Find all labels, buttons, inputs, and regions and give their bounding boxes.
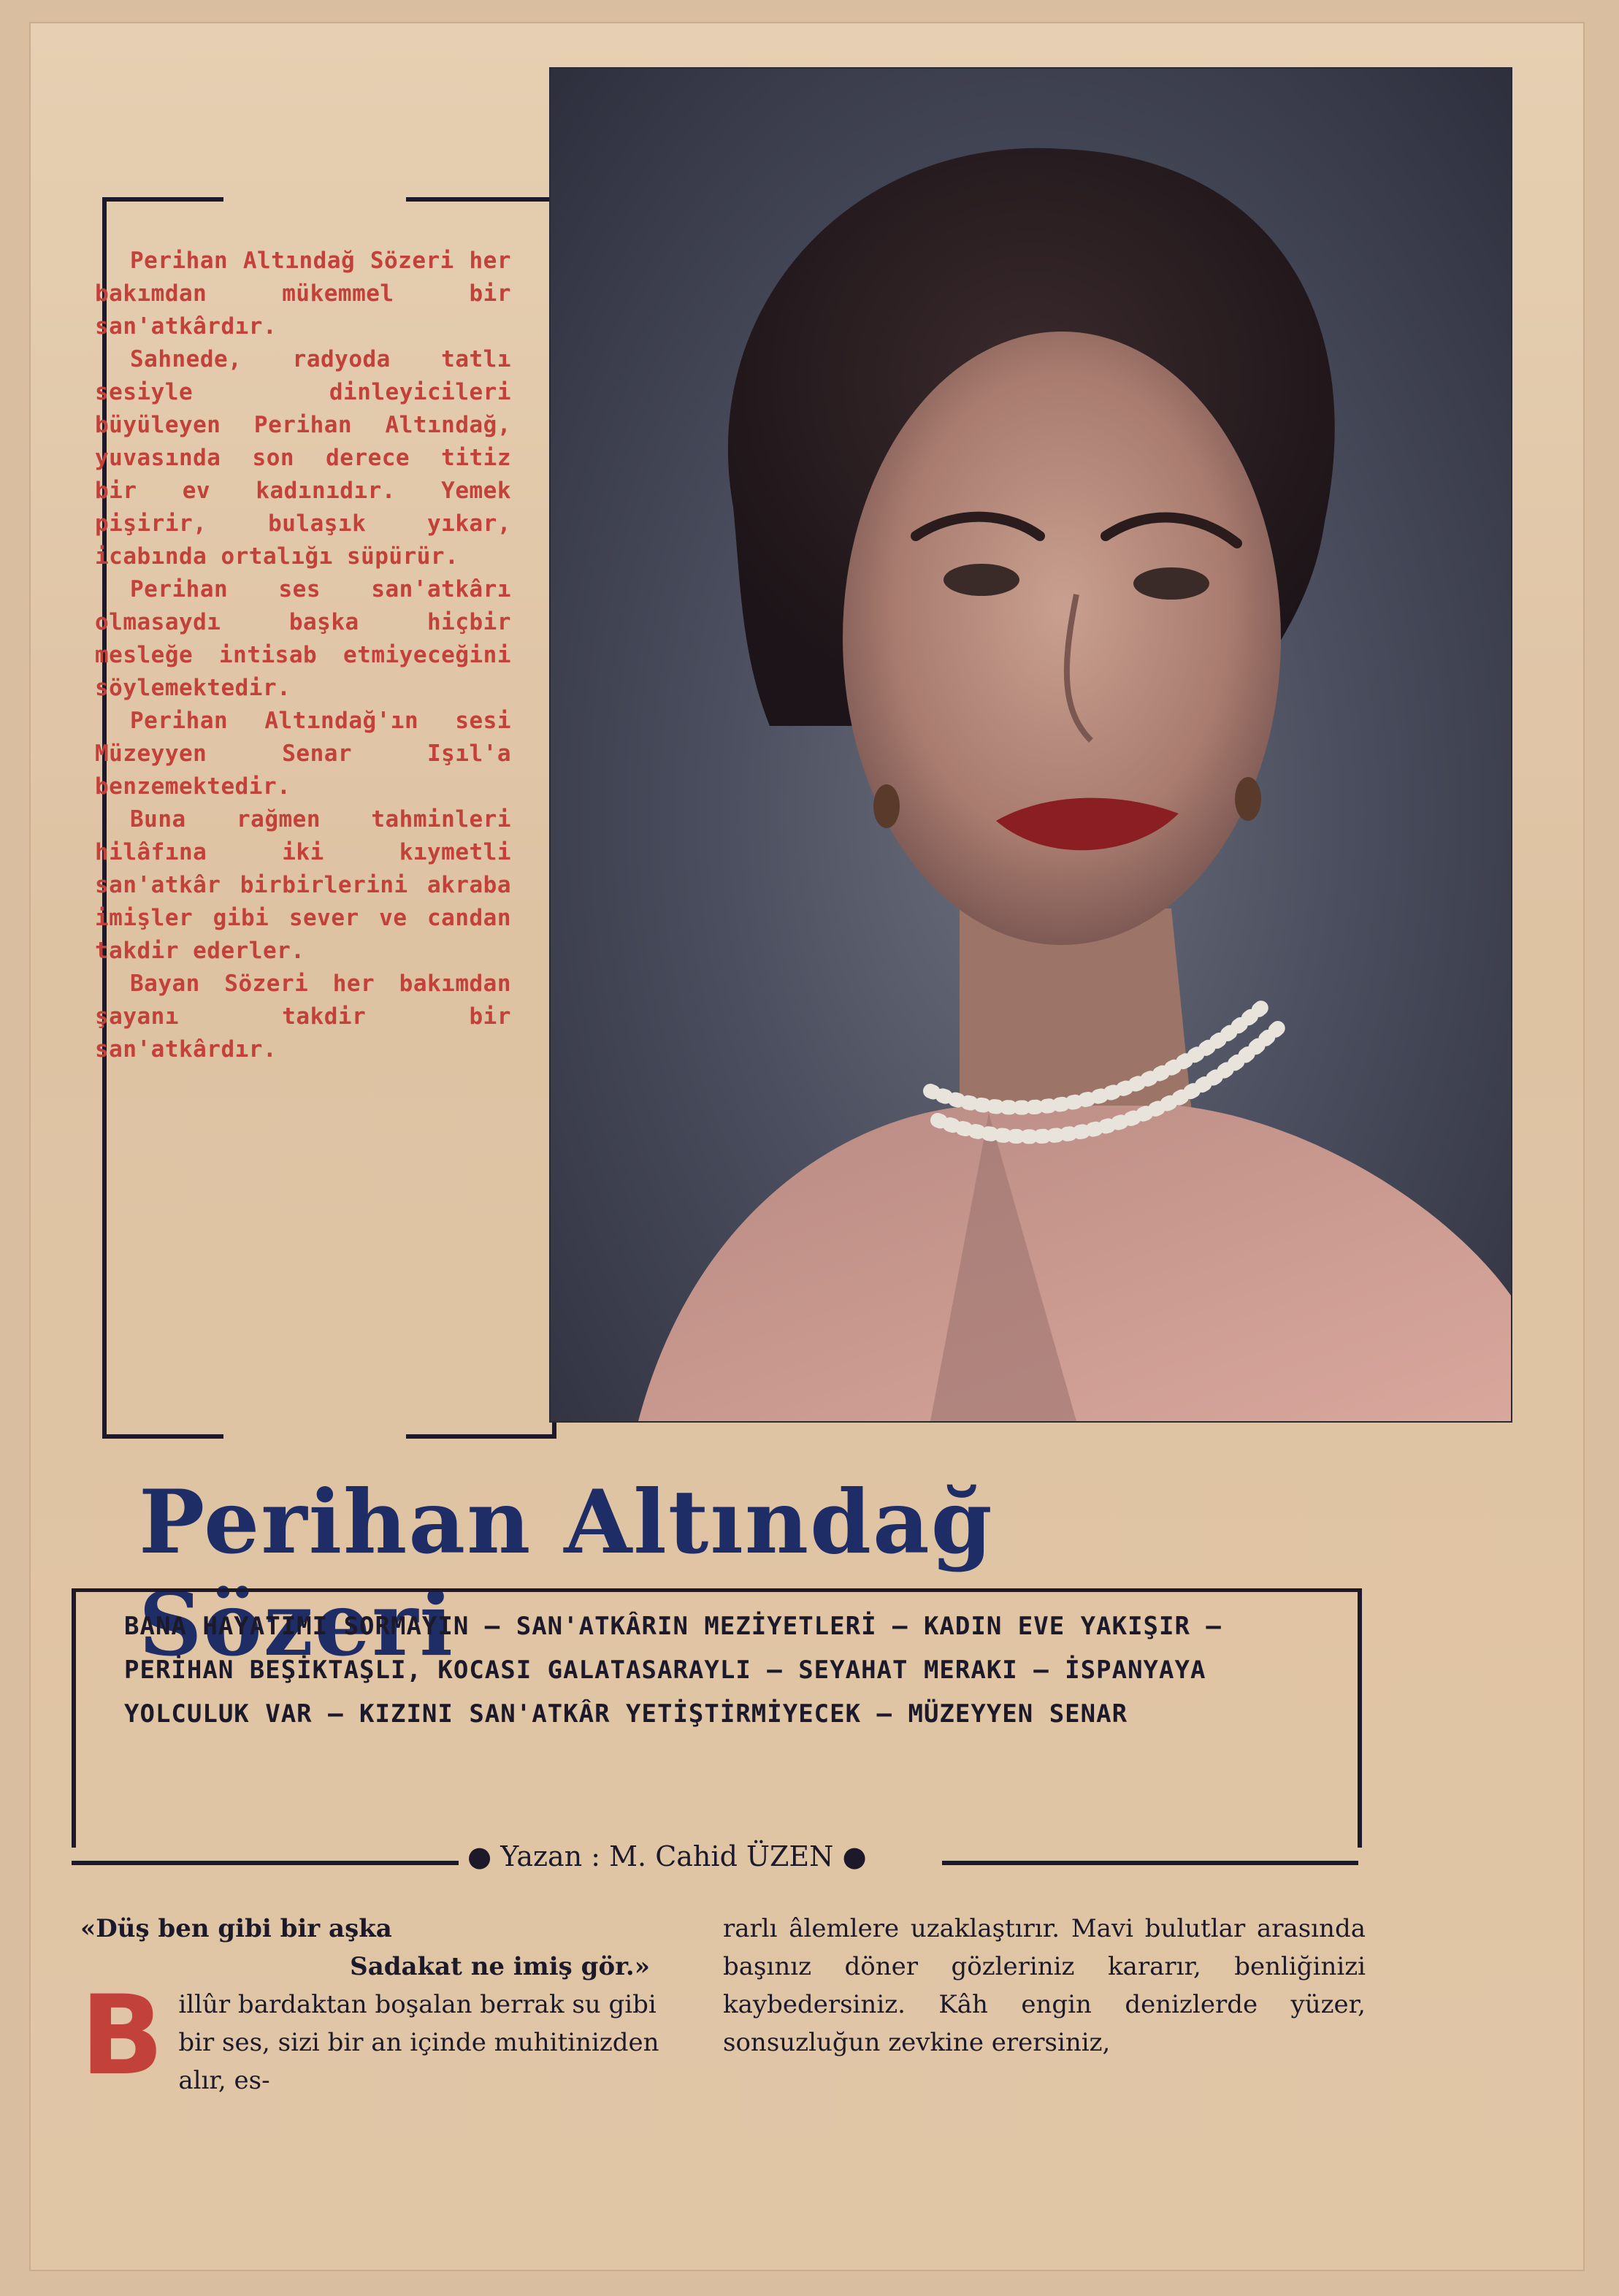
- sidebar-rule-bottom-right: [406, 1434, 552, 1439]
- portrait-photo: [549, 67, 1512, 1423]
- epigraph-line: Sadakat ne imiş gör.»: [350, 1952, 650, 1981]
- body-paragraph: [80, 1972, 679, 2100]
- sidebar-rule-top-right: [406, 197, 552, 202]
- body-text-left: illûr bardaktan boşalan berrak su gibi bir ses, sizi bir an içinde muhitinizden alır, es-: [178, 1990, 659, 2095]
- deck-text: BANA HAYATIMI SORMAYIN — SAN'ATKÂRIN MEZİYETLERİ — KADIN EVE YAKIŞIR — PERİHAN BEŞİKTAŞLI, KOCASI GALATASARAYLI — SEYAHAT MERAKI — İSPANYAYA YOLCULUK VAR — KIZINI SAN'ATKÂR YETİŞTİRMİYECEK — MÜZEYYEN SENAR: [124, 1612, 1222, 1729]
- sidebar-text: [95, 245, 511, 1066]
- sidebar-paragraph: Perihan ses san'atkârı olmasaydı başka hiçbir mesleğe intisab etmiyeceğini söylemektedir.: [95, 576, 511, 701]
- headline: Perihan Altındağ Sözeri: [139, 1471, 994, 1676]
- sidebar-rule-bottom-left: [107, 1434, 223, 1439]
- portrait-illustration: [551, 69, 1511, 1421]
- sidebar-rule-top-left: [107, 197, 223, 202]
- byline-rule-right: [942, 1861, 1358, 1865]
- sidebar-paragraph: Buna rağmen tahminleri hilâfına iki kıymetli san'atkâr birbirlerini akraba imişler gibi sever ve candan takdir ederler.: [95, 806, 511, 964]
- body-text-right: rarlı âlemlere uzaklaştırır. Mavi bulutlar arasında başınız döner gözleriniz kararır, benliğinizi kaybedersiniz. Kâh engin denizlerde yüzer, sonsuzluğun zevkine erersiniz,: [723, 1914, 1366, 2057]
- sidebar-paragraph: Perihan Altındağ'ın sesi Müzeyyen Senar Işıl'a benzemektedir.: [95, 708, 511, 800]
- body-column-right: [723, 1910, 1366, 2062]
- epigraph-line: «Düş ben gibi bir aşka: [80, 1914, 392, 1943]
- sidebar-paragraph: Sahnede, radyoda tatlı sesiyle dinleyicileri büyüleyen Perihan Altındağ, yuvasında son derece titiz bir ev kadınıdır. Yemek pişirir, bulaşık yıkar, icabında ortalığı süpürür.: [95, 346, 511, 570]
- sidebar-paragraph: Perihan Altındağ Sözeri her bakımdan mükemmel bir san'atkârdır.: [95, 248, 511, 340]
- byline-rule-left: [72, 1861, 459, 1865]
- byline: ● Yazan : M. Cahid ÜZEN ●: [467, 1840, 867, 1872]
- body-column-left: [80, 1910, 679, 2100]
- sidebar-paragraph: Bayan Sözeri her bakımdan şayanı takdir bir san'atkârdır.: [95, 971, 511, 1063]
- drop-cap: B: [80, 1972, 164, 2100]
